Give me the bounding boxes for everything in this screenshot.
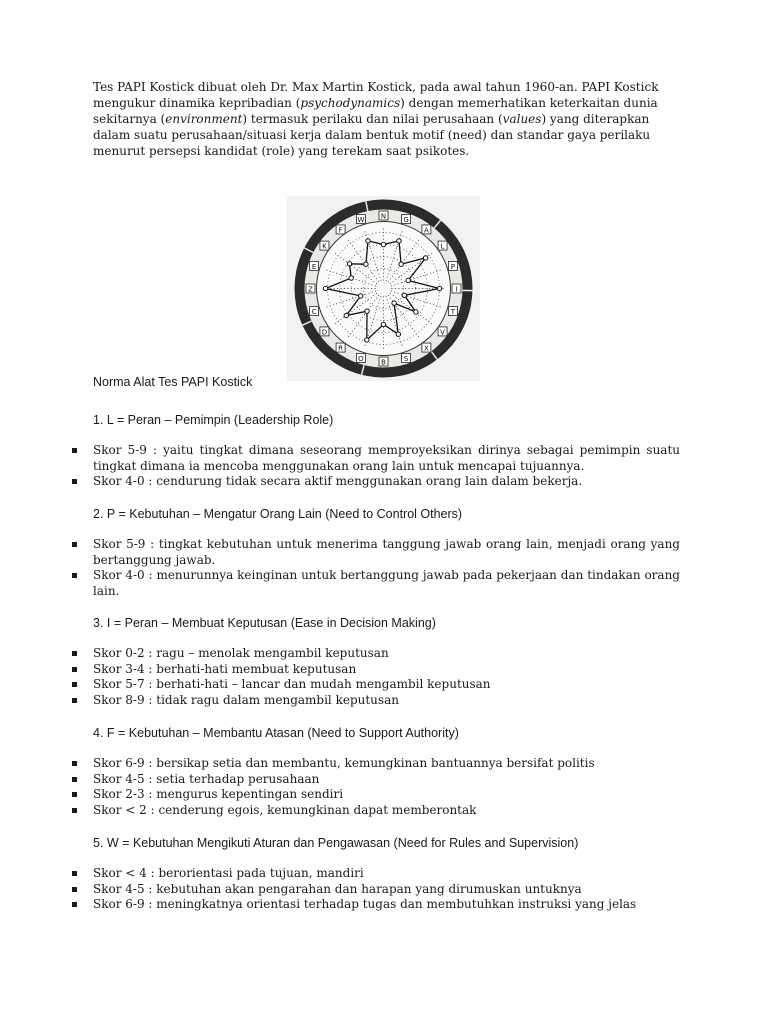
wheel-letter: G <box>403 216 409 225</box>
list-item-text: Skor 4-0 : cendurung tidak secara aktif menggunakan orang lain dalam bekerja. <box>93 474 583 488</box>
wheel-profile-point <box>414 310 418 314</box>
bullet-icon <box>72 573 77 578</box>
intro-text-1: dibuat oleh Dr. Max Martin Kostick, pada awal tahun 1960-an. PAPI Kostick mengukur dinamika kepribadian ( <box>93 80 659 110</box>
list-item-text: Skor < 2 : cenderung egois, kemungkinan dapat memberontak <box>93 802 477 817</box>
wheel-profile-point <box>437 286 441 290</box>
wheel-profile-point <box>392 301 396 305</box>
wheel-letter: C <box>311 308 317 317</box>
list-item <box>0 866 680 882</box>
section-title-5: 5. W = Kebutuhan Mengikuti Aturan dan Pengawasan (Need for Rules and Supervision) <box>93 836 579 850</box>
list-item <box>0 803 680 819</box>
wheel-letter: I <box>455 285 458 294</box>
wheel-letter: L <box>440 242 445 251</box>
wheel-letter: N <box>380 212 387 221</box>
wheel-letter: T <box>450 308 456 317</box>
wheel-profile-point <box>323 286 327 290</box>
wheel-letter: X <box>424 344 429 353</box>
intro-paragraph <box>93 79 673 159</box>
intro-lead: Tes PAPI Kostick <box>93 80 195 94</box>
section-title-4: 4. F = Kebutuhan – Membantu Atasan (Need to Support Authority) <box>93 726 459 740</box>
wheel-profile-point <box>365 309 369 313</box>
wheel-profile-point <box>396 332 400 336</box>
list-item <box>0 568 680 599</box>
intro-term-values: values <box>502 112 542 126</box>
list-item-text: Skor < 4 : berorientasi pada tujuan, mandiri <box>93 866 364 880</box>
intro-text-3: ) termasuk perilaku dan nilai perusahaan ( <box>242 112 503 126</box>
wheel-profile-point <box>365 338 369 342</box>
list-item <box>0 882 680 898</box>
bullet-icon <box>72 887 77 892</box>
bullet-icon <box>72 808 77 813</box>
wheel-letter: B <box>381 358 386 367</box>
wheel-letter: Z <box>308 285 313 294</box>
bullet-icon <box>72 682 77 687</box>
list-item <box>0 772 680 788</box>
bullet-icon <box>72 667 77 672</box>
list-item <box>0 897 680 913</box>
wheel-letter: E <box>311 262 317 271</box>
intro-text-4: ) yang diterapkan dalam suatu perusahaan/situasi kerja dalam bentuk motif (need) dan standar gaya perilaku menurut persepsi kandidat (role) yang terekam saat psikotes. <box>93 112 651 158</box>
list-item-text: Skor 5-9 : tingkat kebutuhan untuk menerima tanggung jawab orang lain, menjadi orang yang bertanggung jawab. <box>93 537 680 567</box>
wheel-profile-point <box>349 276 353 280</box>
wheel-letter: V <box>440 328 445 337</box>
wheel-letter: W <box>357 216 365 225</box>
list-item <box>0 677 680 693</box>
list-item <box>0 537 680 568</box>
bullet-icon <box>72 542 77 547</box>
wheel-profile-point <box>347 262 351 266</box>
list-item <box>0 646 680 662</box>
section-title-2: 2. P = Kebutuhan – Mengatur Orang Lain (Need to Control Others) <box>93 507 463 521</box>
section-list-2 <box>0 537 680 599</box>
wheel-profile-point <box>397 239 401 243</box>
bullet-icon <box>72 902 77 907</box>
list-item <box>0 756 680 772</box>
list-item-text: Skor 6-9 : bersikap setia dan membantu, kemungkinan bantuannya bersifat politis <box>93 756 595 770</box>
norms-title: Norma Alat Tes PAPI Kostick <box>93 375 253 389</box>
wheel-letter: A <box>424 226 429 235</box>
papi-kostick-wheel <box>287 196 480 381</box>
wheel-profile-point <box>406 278 410 282</box>
list-item-text: Skor 8-9 : tidak ragu dalam mengambil keputusan <box>93 692 399 707</box>
list-item-text: Skor 4-5 : setia terhadap perusahaan <box>93 771 320 786</box>
wheel-letter: S <box>403 354 409 363</box>
bullet-icon <box>72 651 77 656</box>
bullet-icon <box>72 792 77 797</box>
bullet-icon <box>72 448 77 453</box>
wheel-profile-point <box>364 262 368 266</box>
list-item-text: Skor 4-5 : kebutuhan akan pengarahan dan harapan yang dirumuskan untuknya <box>93 881 582 896</box>
papi-kostick-wheel-image <box>287 196 480 381</box>
intro-text-2: ) dengan memerhatikan keterkaitan dunia sekitarnya ( <box>93 96 658 126</box>
list-item <box>0 662 680 678</box>
section-list-1 <box>0 443 680 490</box>
bullet-icon <box>72 479 77 484</box>
list-item-text: Skor 3-4 : berhati-hati membuat keputusan <box>93 661 357 676</box>
wheel-profile-point <box>359 294 363 298</box>
list-item-text: Skor 5-7 : berhati-hati – lancar dan mudah mengambil keputusan <box>93 677 491 691</box>
section-title-1: 1. L = Peran – Pemimpin (Leadership Role) <box>93 413 334 427</box>
list-item <box>0 474 680 490</box>
list-item-text: Skor 5-9 : yaitu tingkat dimana seseorang memproyeksikan dirinya sebagai pemimpin suatu tingkat dimana ia mencoba menggunakan orang lain untuk mencapai tujuannya. <box>93 443 680 473</box>
wheel-profile-point <box>402 293 406 297</box>
section-list-3 <box>0 646 680 708</box>
bullet-icon <box>72 698 77 703</box>
bullet-icon <box>72 777 77 782</box>
list-item-text: Skor 4-0 : menurunnya keinginan untuk bertanggung jawab pada pekerjaan dan tindakan orang lain. <box>93 568 680 598</box>
list-item-text: Skor 0-2 : ragu – menolak mengambil keputusan <box>93 646 389 660</box>
wheel-letter: R <box>338 344 344 353</box>
wheel-letter: O <box>358 354 364 363</box>
intro-term-environment: environment <box>165 112 243 126</box>
intro-term-psychodynamics: psychodynamics <box>300 96 401 110</box>
wheel-inner-field <box>317 222 451 356</box>
wheel-letter: F <box>338 226 343 235</box>
wheel-profile-point <box>344 313 348 317</box>
list-item <box>0 693 680 709</box>
section-list-5 <box>0 866 680 913</box>
wheel-letter: P <box>450 262 456 271</box>
bullet-icon <box>72 871 77 876</box>
wheel-profile-point <box>423 256 427 260</box>
wheel-profile-point <box>381 242 385 246</box>
list-item <box>0 443 680 474</box>
wheel-profile-point <box>399 262 403 266</box>
wheel-letter: D <box>321 328 328 337</box>
list-item <box>0 787 680 803</box>
bullet-icon <box>72 761 77 766</box>
list-item-text: Skor 2-3 : mengurus kepentingan sendiri <box>93 787 344 801</box>
section-list-4 <box>0 756 680 818</box>
wheel-profile-point <box>381 322 385 326</box>
section-title-3: 3. I = Peran – Membuat Keputusan (Ease in Decision Making) <box>93 616 436 630</box>
wheel-profile-point <box>366 239 370 243</box>
list-item-text: Skor 6-9 : meningkatnya orientasi terhadap tugas dan membutuhkan instruksi yang jelas <box>93 897 637 911</box>
wheel-letter: K <box>322 242 327 251</box>
